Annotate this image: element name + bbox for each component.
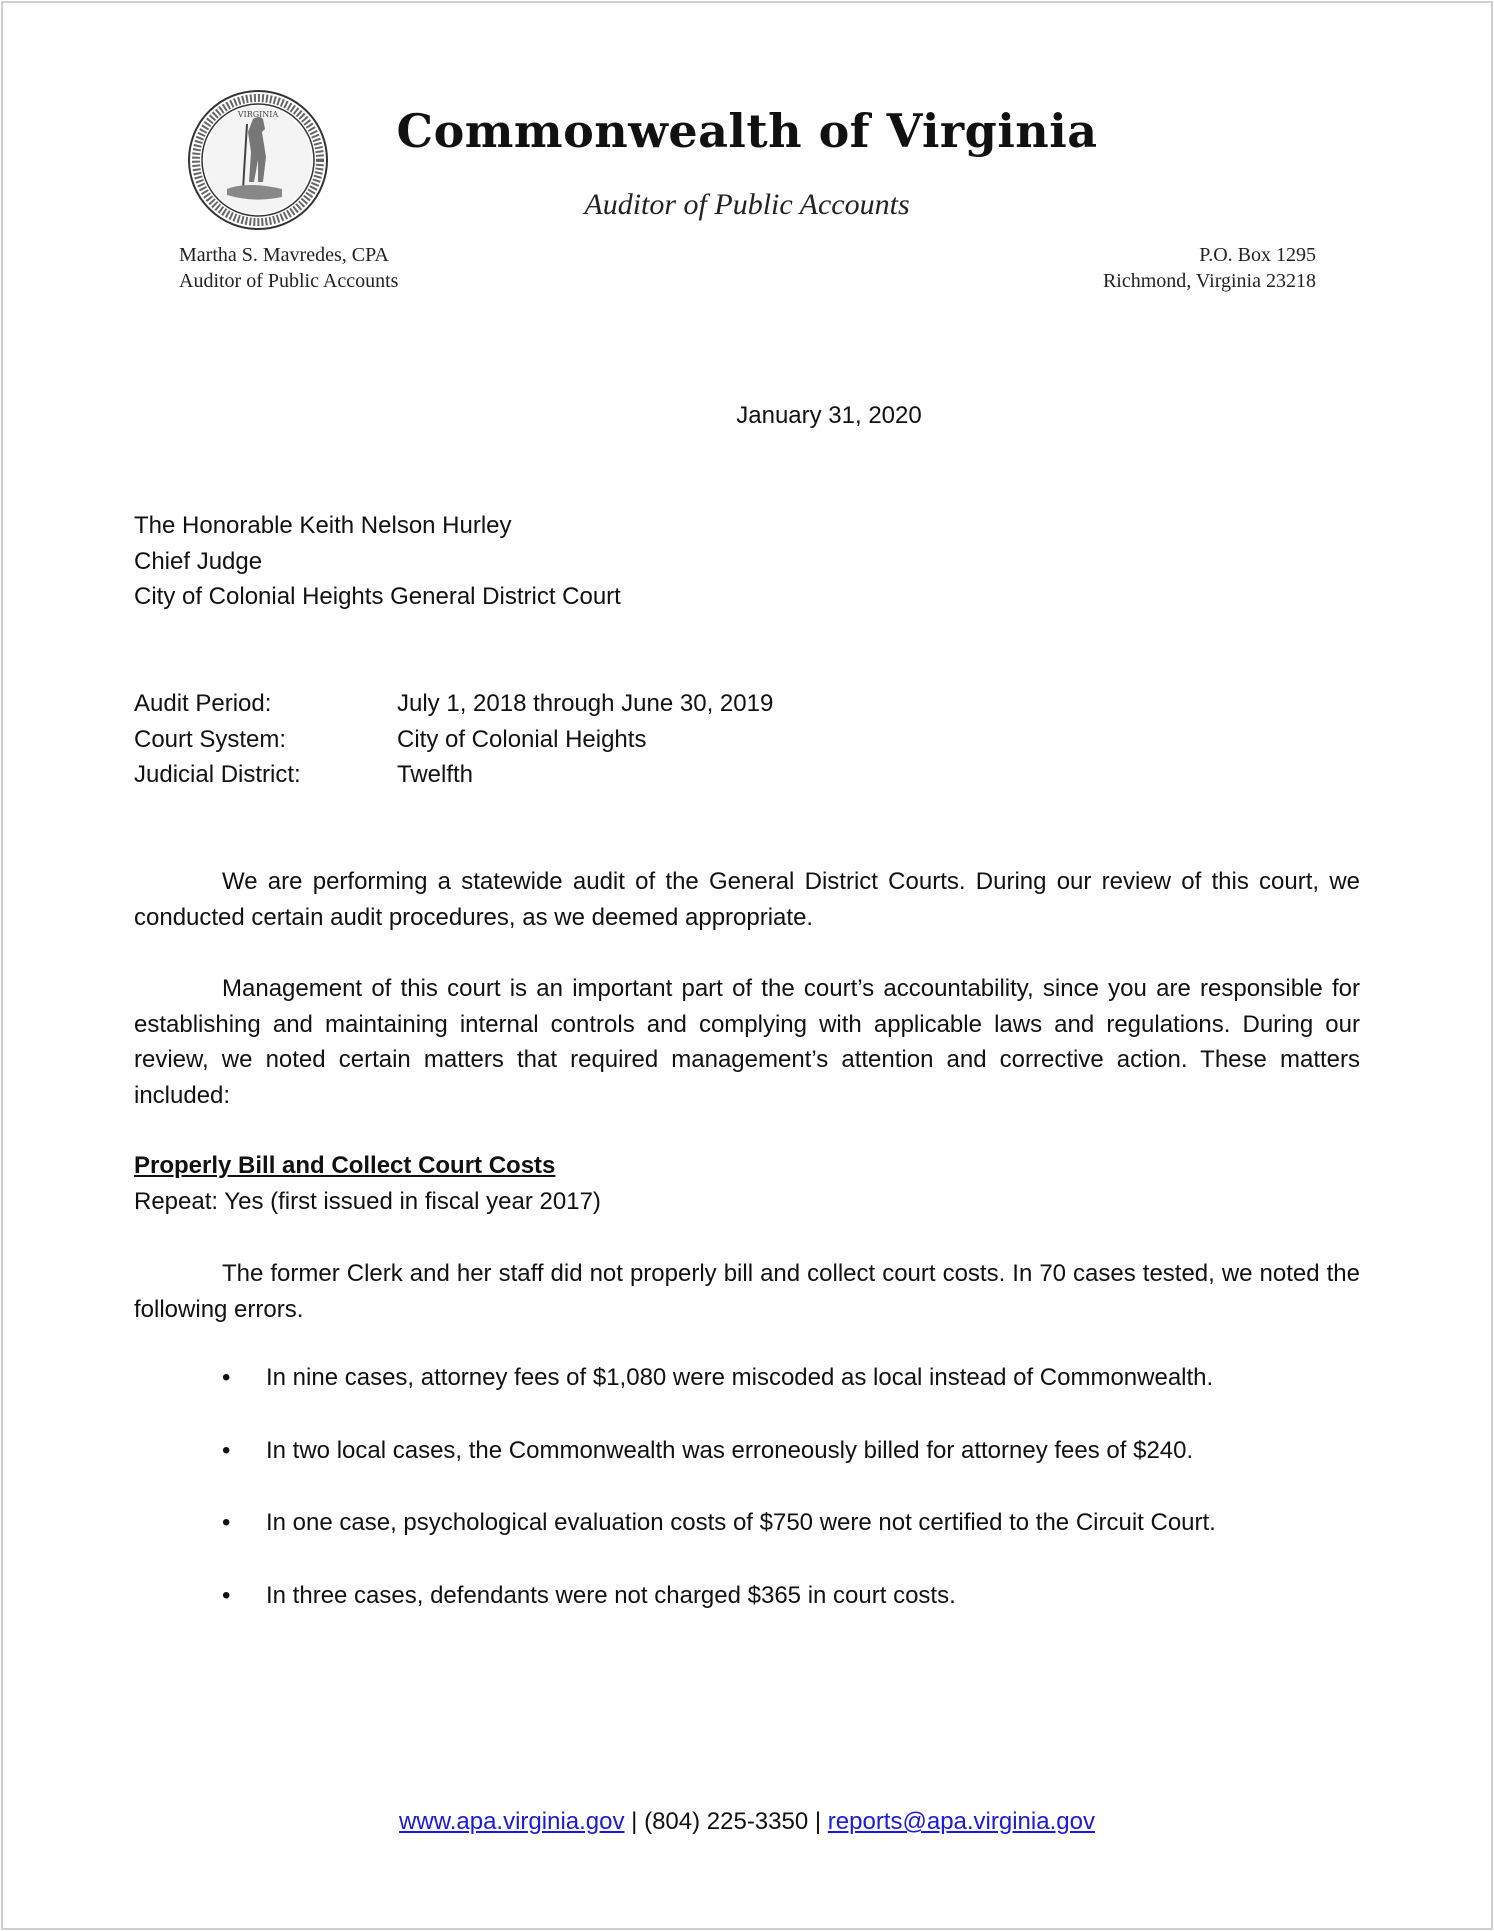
bullet-icon: • — [222, 1437, 231, 1464]
letterhead-subtitle: Auditor of Public Accounts — [584, 188, 910, 221]
letterhead-title: Commonwealth of Virginia — [396, 104, 1098, 158]
footer-separator: | — [814, 1808, 822, 1835]
auditor-name: Martha S. Mavredes, CPA — [179, 244, 389, 266]
auditor-title: Auditor of Public Accounts — [179, 270, 399, 292]
mailing-address-block — [1103, 242, 1316, 294]
po-box: P.O. Box 1295 — [1199, 244, 1316, 266]
email-link[interactable]: reports@apa.virginia.gov — [827, 1808, 1095, 1835]
bullet-icon: • — [222, 1509, 231, 1536]
list-item-text: In nine cases, attorney fees of $1,080 were miscoded as local instead of Commonwealth. — [266, 1364, 1214, 1391]
management-paragraph: Management of this court is an important part of the court’s accountability, since you are responsible for establishing and maintaining internal controls and complying with applicable laws and regulations. During our review, we noted certain matters that required management’s attention and corrective action. These matters included: — [134, 975, 1360, 1110]
bullet-icon: • — [222, 1364, 231, 1391]
finding-repeat: Repeat: Yes (first issued in fiscal year 2017) — [134, 1188, 601, 1215]
audit-period-row — [0, 686, 1300, 722]
finding-paragraph: The former Clerk and her staff did not properly bill and collect court costs. In 70 cases tested, we noted the following errors. — [134, 1260, 1360, 1323]
court-system-row — [0, 722, 1300, 758]
list-item-text: In two local cases, the Commonwealth was erroneously billed for attorney fees of $240. — [266, 1437, 1194, 1464]
footer — [0, 1808, 1494, 1836]
svg-text:VIRGINIA: VIRGINIA — [237, 110, 279, 119]
audit-label: Court System: — [134, 725, 287, 753]
audit-value: July 1, 2018 through June 30, 2019 — [397, 690, 774, 717]
website-link[interactable]: www.apa.virginia.gov — [399, 1808, 625, 1835]
bullet-icon: • — [222, 1582, 231, 1609]
audit-value: City of Colonial Heights — [397, 725, 647, 753]
audit-label: Judicial District: — [134, 761, 301, 789]
phone-number: (804) 225-3350 — [644, 1808, 809, 1835]
recipient-block — [134, 508, 621, 615]
recipient-name: The Honorable Keith Nelson Hurley — [134, 512, 512, 539]
recipient-title: Chief Judge — [134, 547, 263, 575]
finding-heading: Properly Bill and Collect Court Costs — [134, 1152, 556, 1179]
footer-separator: | — [631, 1808, 638, 1835]
audit-label: Audit Period: — [134, 690, 272, 717]
list-item-text: In one case, psychological evaluation costs of $750 were not certified to the Circuit Court. — [266, 1509, 1216, 1536]
audit-value: Twelfth — [397, 761, 474, 789]
letter-date: January 31, 2020 — [736, 402, 922, 429]
list-item-text: In three cases, defendants were not charged $365 in court costs. — [266, 1582, 956, 1609]
recipient-court: City of Colonial Heights General District Court — [134, 583, 621, 611]
city-state-zip: Richmond, Virginia 23218 — [1102, 270, 1316, 292]
auditor-name-block — [179, 242, 398, 294]
intro-paragraph: We are performing a statewide audit of the General District Courts. During our review of this court, we conducted certain audit procedures, as we deemed appropriate. — [134, 868, 1360, 931]
audit-info — [0, 686, 1300, 793]
judicial-district-row — [0, 757, 1300, 793]
